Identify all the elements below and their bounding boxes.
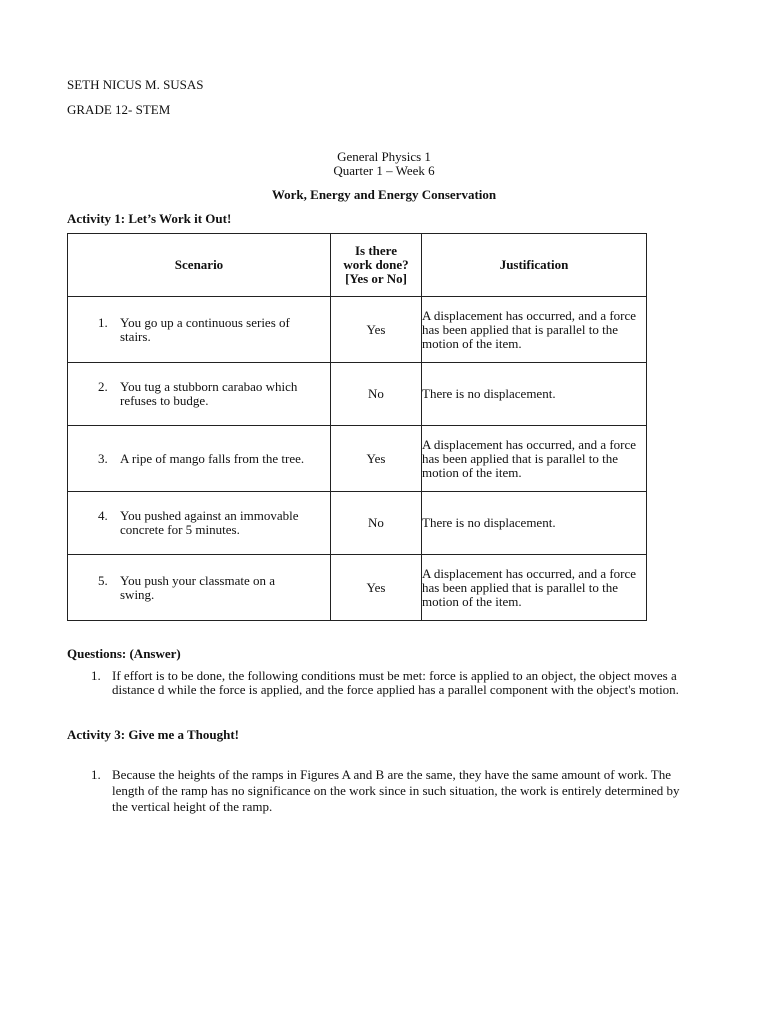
- question-answer-text: If effort is to be done, the following conditions must be met: force is applied to an object, the object moves a distance d while the force is applied, and the force applied has a parallel component with the object's motion.: [112, 668, 679, 697]
- row-number: 3.: [98, 450, 108, 466]
- scenario-cell: [68, 555, 331, 621]
- grade-label: GRADE 12- STEM: [67, 102, 171, 117]
- work-table: [67, 233, 647, 621]
- justification-cell: There is no displacement.: [422, 363, 647, 426]
- header-scenario: Scenario: [68, 234, 331, 297]
- table-row: [68, 363, 647, 426]
- justification-cell: A displacement has occurred, and a force has been applied that is parallel to the motion of the item.: [422, 297, 647, 363]
- scenario-text: You tug a stubborn carabao which refuses to budge.: [120, 379, 298, 408]
- table-row: [68, 297, 647, 363]
- row-number: 4.: [98, 508, 108, 523]
- question-number: 1.: [91, 668, 101, 683]
- questions-heading: Questions: (Answer): [67, 646, 181, 661]
- question-item: [91, 669, 691, 697]
- scenario-text: You go up a continuous series of stairs.: [120, 314, 290, 344]
- row-number: 2.: [98, 379, 108, 394]
- justification-cell: A displacement has occurred, and a force has been applied that is parallel to the motion of the item.: [422, 426, 647, 492]
- table-row: [68, 426, 647, 492]
- row-number: 5.: [98, 572, 108, 588]
- table-row: [68, 555, 647, 621]
- answer-cell: No: [331, 363, 422, 426]
- answer-cell: Yes: [331, 555, 422, 621]
- scenario-cell: [68, 363, 331, 426]
- activity1-heading: Activity 1: Let’s Work it Out!: [67, 211, 232, 226]
- header-work-line2: work done?: [343, 257, 409, 272]
- quarter-week: Quarter 1 – Week 6: [333, 163, 435, 178]
- activity3-item: [91, 767, 691, 815]
- justification-cell: A displacement has occurred, and a force has been applied that is parallel to the motion of the item.: [422, 555, 647, 621]
- answer-cell: No: [331, 492, 422, 555]
- scenario-text: A ripe of mango falls from the tree.: [120, 450, 305, 466]
- activity3-heading: Activity 3: Give me a Thought!: [67, 727, 239, 742]
- justification-cell: There is no displacement.: [422, 492, 647, 555]
- scenario-cell: [68, 492, 331, 555]
- student-name: SETH NICUS M. SUSAS: [67, 77, 204, 92]
- topic-title: Work, Energy and Energy Conservation: [271, 187, 497, 202]
- table-row: [68, 492, 647, 555]
- activity3-answer-text: Because the heights of the ramps in Figures A and B are the same, they have the same amount of work. The length of the ramp has no significance on the work since in such situation, the work is entirely determined by the vertical height of the ramp.: [112, 767, 680, 814]
- header-work-done: [331, 234, 422, 297]
- answer-cell: Yes: [331, 297, 422, 363]
- scenario-cell: [68, 426, 331, 492]
- scenario-text: You push your classmate on a swing.: [120, 572, 276, 602]
- table-header-row: [68, 234, 647, 297]
- header-justification: Justification: [422, 234, 647, 297]
- activity3-number: 1.: [91, 767, 101, 782]
- subject-title: General Physics 1: [337, 149, 431, 164]
- row-number: 1.: [98, 314, 108, 330]
- scenario-text: You pushed against an immovable concrete for 5 minutes.: [120, 508, 299, 537]
- scenario-cell: [68, 297, 331, 363]
- header-work-line3: [Yes or No]: [345, 271, 407, 286]
- answer-cell: Yes: [331, 426, 422, 492]
- header-work-line1: Is there: [354, 243, 397, 258]
